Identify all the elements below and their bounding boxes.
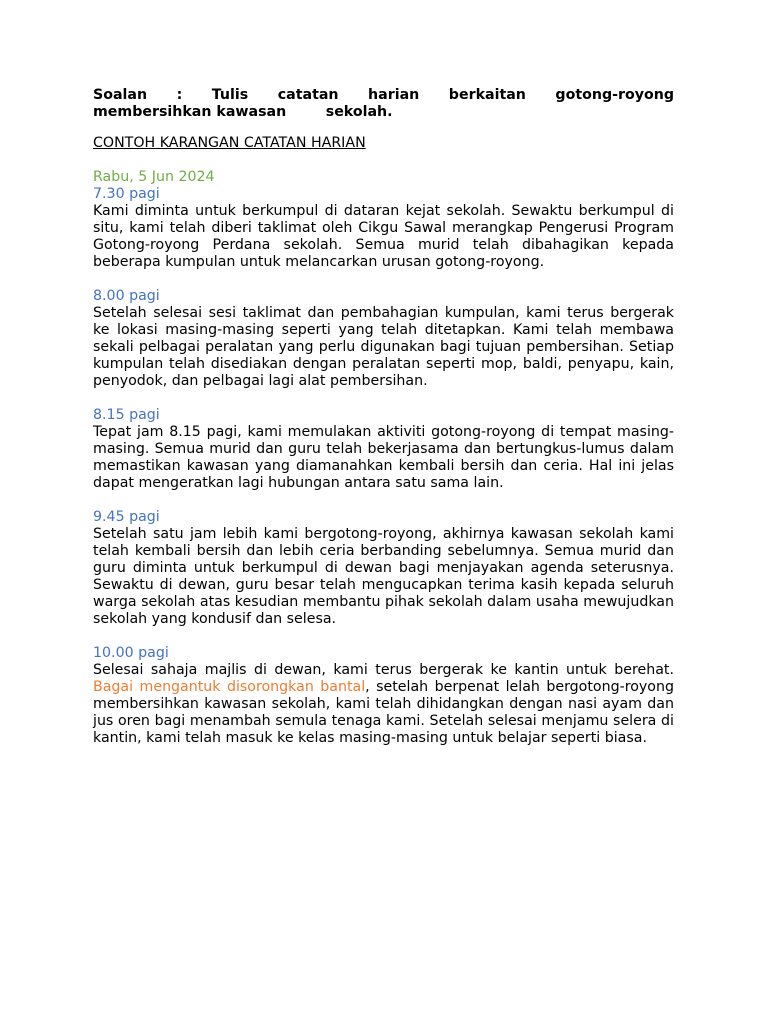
document-page <box>93 87 674 747</box>
entry-text: Tepat jam 8.15 pagi, kami memulakan aktiviti gotong-royong di tempat masing-masing. Semua murid dan guru telah bekerjasama dan bertungkus-lumus dalam memastikan kawasan yang diamanahkan kembali bersih dan ceria. Hal ini jelas dapat mengeratkan lagi hubungan antara satu sama lain. <box>93 424 674 491</box>
idiom-highlight: Bagai mengantuk disorongkan bantal <box>93 679 366 695</box>
diary-entry <box>93 407 674 492</box>
entry-text-before: Selesai sahaja majlis di dewan, kami terus bergerak ke kantin untuk berehat. <box>93 662 674 678</box>
question-line-2: membersihkan kawasan sekolah. <box>93 104 393 120</box>
entry-text-after: , setelah berpenat lelah bergotong-royong membersihkan kawasan sekolah, kami telah dihidangkan dengan nasi ayam dan jus oren bagi menambah semula tenaga kami. Setelah selesai menjamu selera di kantin, kami telah masuk ke kelas masing-masing untuk belajar seperti biasa. <box>93 679 674 746</box>
entry-text: Setelah satu jam lebih kami bergotong-royong, akhirnya kawasan sekolah kami telah kembali bersih dan lebih ceria berbanding sebelumnya. Semua murid dan guru diminta untuk berkumpul di dewan bagi menjayakan agenda seterusnya. Sewaktu di dewan, guru besar telah mengucapkan terima kasih kepada seluruh warga sekolah atas kesudian membantu pihak sekolah dalam usaha mewujudkan sekolah yang kondusif dan selesa. <box>93 526 674 627</box>
question-heading <box>93 87 674 121</box>
subtitle: CONTOH KARANGAN CATATAN HARIAN <box>93 135 366 151</box>
entry-time: 10.00 pagi <box>93 645 169 661</box>
entry-text <box>93 662 674 747</box>
entry-time: 8.15 pagi <box>93 407 160 423</box>
entry-time: 8.00 pagi <box>93 288 160 304</box>
diary-entry <box>93 186 674 271</box>
entry-text: Kami diminta untuk berkumpul di dataran kejat sekolah. Sewaktu berkumpul di situ, kami telah diberi taklimat oleh Cikgu Sawal merangkap Pengerusi Program Gotong-royong Perdana sekolah. Semua murid telah dibahagikan kepada beberapa kumpulan untuk melancarkan urusan gotong-royong. <box>93 203 674 270</box>
diary-entry <box>93 509 674 628</box>
entry-time: 9.45 pagi <box>93 509 160 525</box>
diary-entry <box>93 288 674 390</box>
diary-date: Rabu, 5 Jun 2024 <box>93 169 215 185</box>
diary-entry-last <box>93 645 674 747</box>
question-line-1: Soalan : Tulis catatan harian berkaitan gotong-royong <box>93 87 674 103</box>
entry-time: 7.30 pagi <box>93 186 160 202</box>
entry-text: Setelah selesai sesi taklimat dan pembahagian kumpulan, kami terus bergerak ke lokasi masing-masing seperti yang telah ditetapkan. Kami telah membawa sekali pelbagai peralatan yang perlu digunakan bagi tujuan pembersihan. Setiap kumpulan telah disediakan dengan peralatan seperti mop, baldi, penyapu, kain, penyodok, dan pelbagai lagi alat pembersihan. <box>93 305 674 389</box>
